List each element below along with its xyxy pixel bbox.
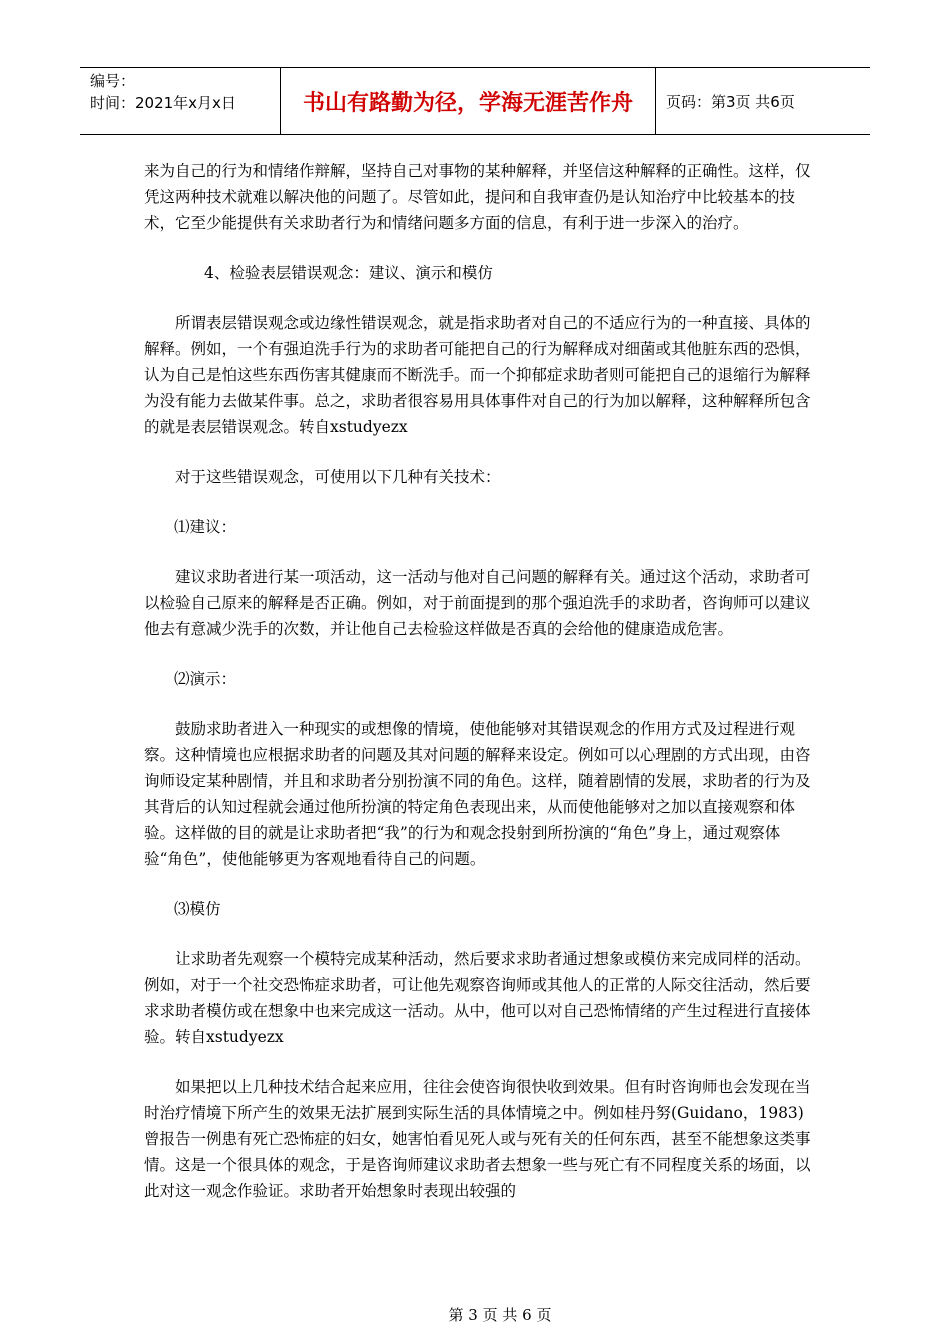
document-time-label: 时间：2021年x月x日 [90,94,236,112]
paragraph: 所谓表层错误观念或边缘性错误观念，就是指求助者对自己的不适应行为的一种直接、具体的解释。例如，一个有强迫洗手行为的求助者可能把自己的行为解释成对细菌或其他脏东西的恐惧，认为自己是怕这些东西伤害其健康而不断洗手。而一个抑郁症求助者则可能把自己的退缩行为解释为没有能力去做某件事。总之，求助者很容易用具体事件对自己的行为加以解释，这种解释所包含的就是表层错误观念。转自xstudyezx [144,314,811,436]
paragraph: 对于这些错误观念，可使用以下几种有关技术： [175,468,501,486]
header-page-info: 页码：第3页 共6页 [666,92,795,111]
page-header [80,67,870,135]
paragraph: 来为自己的行为和情绪作辩解，坚持自己对事物的某种解释，并坚信这种解释的正确性。这样，仅凭这两种技术就难以解决他的问题了。尽管如此，提问和自我审查仍是认知治疗中比较基本的技术，它至少能提供有关求助者行为和情绪问题多方面的信息，有利于进一步深入的治疗。 [144,162,811,232]
subheading-demonstration: ⑵演示： [174,670,237,688]
paragraph: 让求助者先观察一个模特完成某种活动，然后要求求助者通过想象或模仿来完成同样的活动。例如，对于一个社交恐怖症求助者，可让他先观察咨询师或其他人的正常的人际交往活动，然后要求求助者模仿或在想象中也来完成这一活动。从中，他可以对自己恐怖情绪的产生过程进行直接体验。转自xstudyezx [144,950,811,1046]
document-number-label: 编号： [90,72,136,90]
page-footer: 第 3 页 共 6 页 [448,1306,552,1324]
subheading-imitation: ⑶模仿 [174,900,221,918]
paragraph: 建议求助者进行某一项活动，这一活动与他对自己问题的解释有关。通过这个活动，求助者可以检验自己原来的解释是否正确。例如，对于前面提到的那个强迫洗手的求助者，咨询师可以建议他去有意减少洗手的次数，并让他自己去检验这样做是否真的会给他的健康造成危害。 [144,568,811,638]
document-body [144,158,811,1228]
section-heading: 4、检验表层错误观念：建议、演示和模仿 [204,264,493,282]
paragraph: 鼓励求助者进入一种现实的或想像的情境，使他能够对其错误观念的作用方式及过程进行观察。这种情境也应根据求助者的问题及其对问题的解释来设定。例如可以心理剧的方式出现，由咨询师设定某种剧情，并且和求助者分别扮演不同的角色。这样，随着剧情的发展，求助者的行为及其背后的认知过程就会通过他所扮演的特定角色表现出来，从而使他能够对之加以直接观察和体验。这样做的目的就是让求助者把“我”的行为和观念投射到所扮演的“角色”身上，通过观察体验“角色”，使他能够更为客观地看待自己的问题。 [144,720,811,868]
header-motto: 书山有路勤为径，学海无涯苦作舟 [280,68,656,134]
paragraph: 如果把以上几种技术结合起来应用，往往会使咨询很快收到效果。但有时咨询师也会发现在当时治疗情境下所产生的效果无法扩展到实际生活的具体情境之中。例如桂丹努(Guidano，1983)曾报告一例患有死亡恐怖症的妇女，她害怕看见死人或与死有关的任何东西，甚至不能想象这类事情。这是一个很具体的观念，于是咨询师建议求助者去想象一些与死亡有不同程度关系的场面，以此对这一观念作验证。求助者开始想象时表现出较强的 [144,1078,811,1200]
subheading-suggestion: ⑴建议： [174,518,237,536]
header-meta [80,68,280,134]
